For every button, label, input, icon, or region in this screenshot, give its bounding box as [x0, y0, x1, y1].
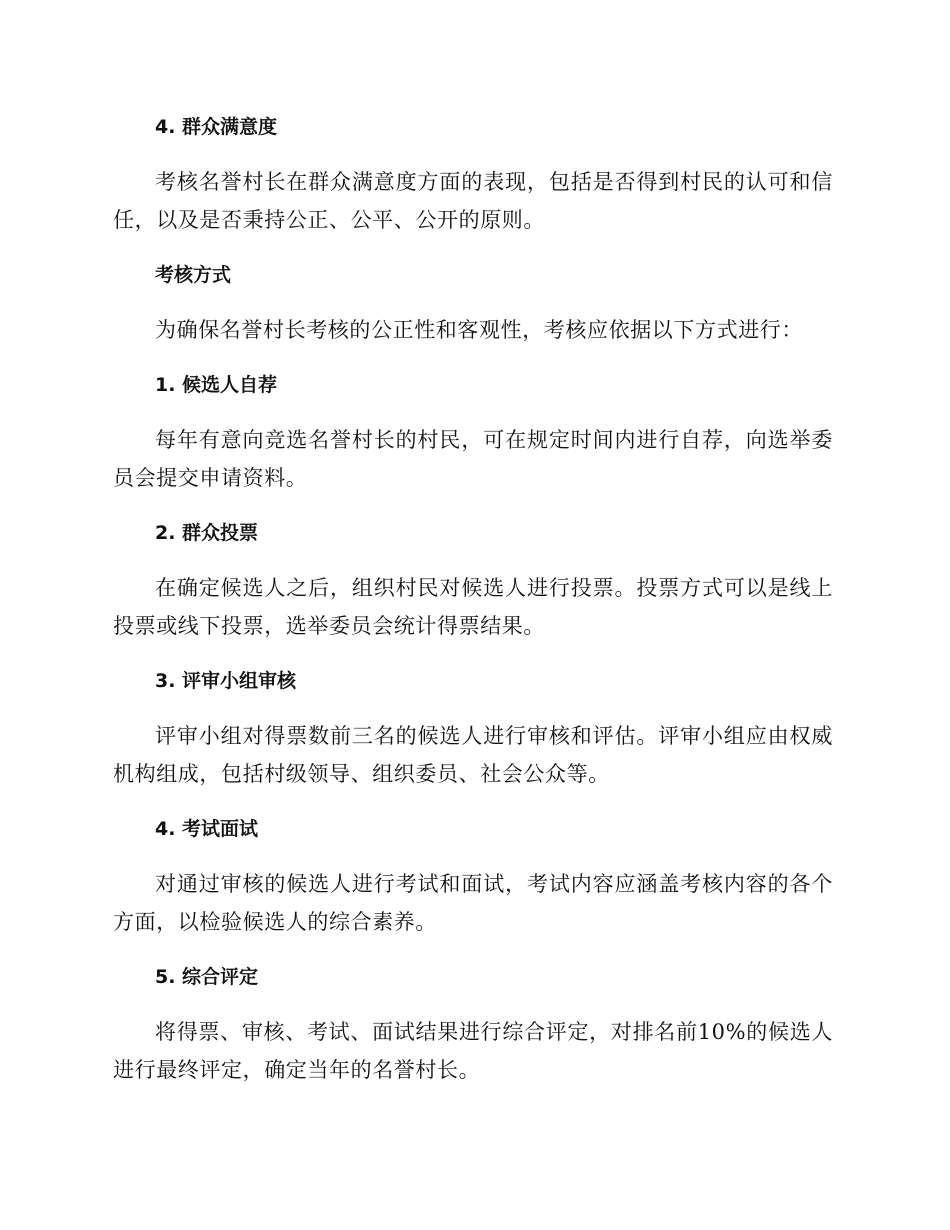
paragraph-satisfaction: 考核名誉村长在群众满意度方面的表现，包括是否得到村民的认可和信任，以及是否秉持公正、公平、公开的原则。 — [113, 170, 833, 232]
paragraph-final-evaluation: 将得票、审核、考试、面试结果进行综合评定，对排名前10%的候选人进行最终评定，确定当年的名誉村长。 — [113, 1020, 833, 1082]
paragraph-self-recommendation: 每年有意向竞选名誉村长的村民，可在规定时间内进行自荐，向选举委员会提交申请资料。 — [113, 428, 833, 490]
heading-public-vote: 2. 群众投票 — [155, 522, 259, 544]
heading-exam-interview: 4. 考试面试 — [155, 818, 259, 840]
paragraph-assessment-method: 为确保名誉村长考核的公正性和客观性，考核应依据以下方式进行： — [155, 318, 803, 342]
heading-satisfaction: 4. 群众满意度 — [155, 116, 278, 138]
heading-assessment-method: 考核方式 — [155, 264, 232, 286]
heading-self-recommendation: 1. 候选人自荐 — [155, 374, 278, 396]
heading-final-evaluation: 5. 综合评定 — [155, 966, 259, 988]
paragraph-review-panel: 评审小组对得票数前三名的候选人进行审核和评估。评审小组应由权威机构组成，包括村级领导、组织委员、社会公众等。 — [113, 724, 833, 786]
paragraph-exam-interview: 对通过审核的候选人进行考试和面试，考试内容应涵盖考核内容的各个方面，以检验候选人的综合素养。 — [113, 872, 833, 934]
heading-review-panel: 3. 评审小组审核 — [155, 670, 297, 692]
paragraph-public-vote: 在确定候选人之后，组织村民对候选人进行投票。投票方式可以是线上投票或线下投票，选举委员会统计得票结果。 — [113, 576, 833, 638]
document-body — [113, 110, 833, 1108]
